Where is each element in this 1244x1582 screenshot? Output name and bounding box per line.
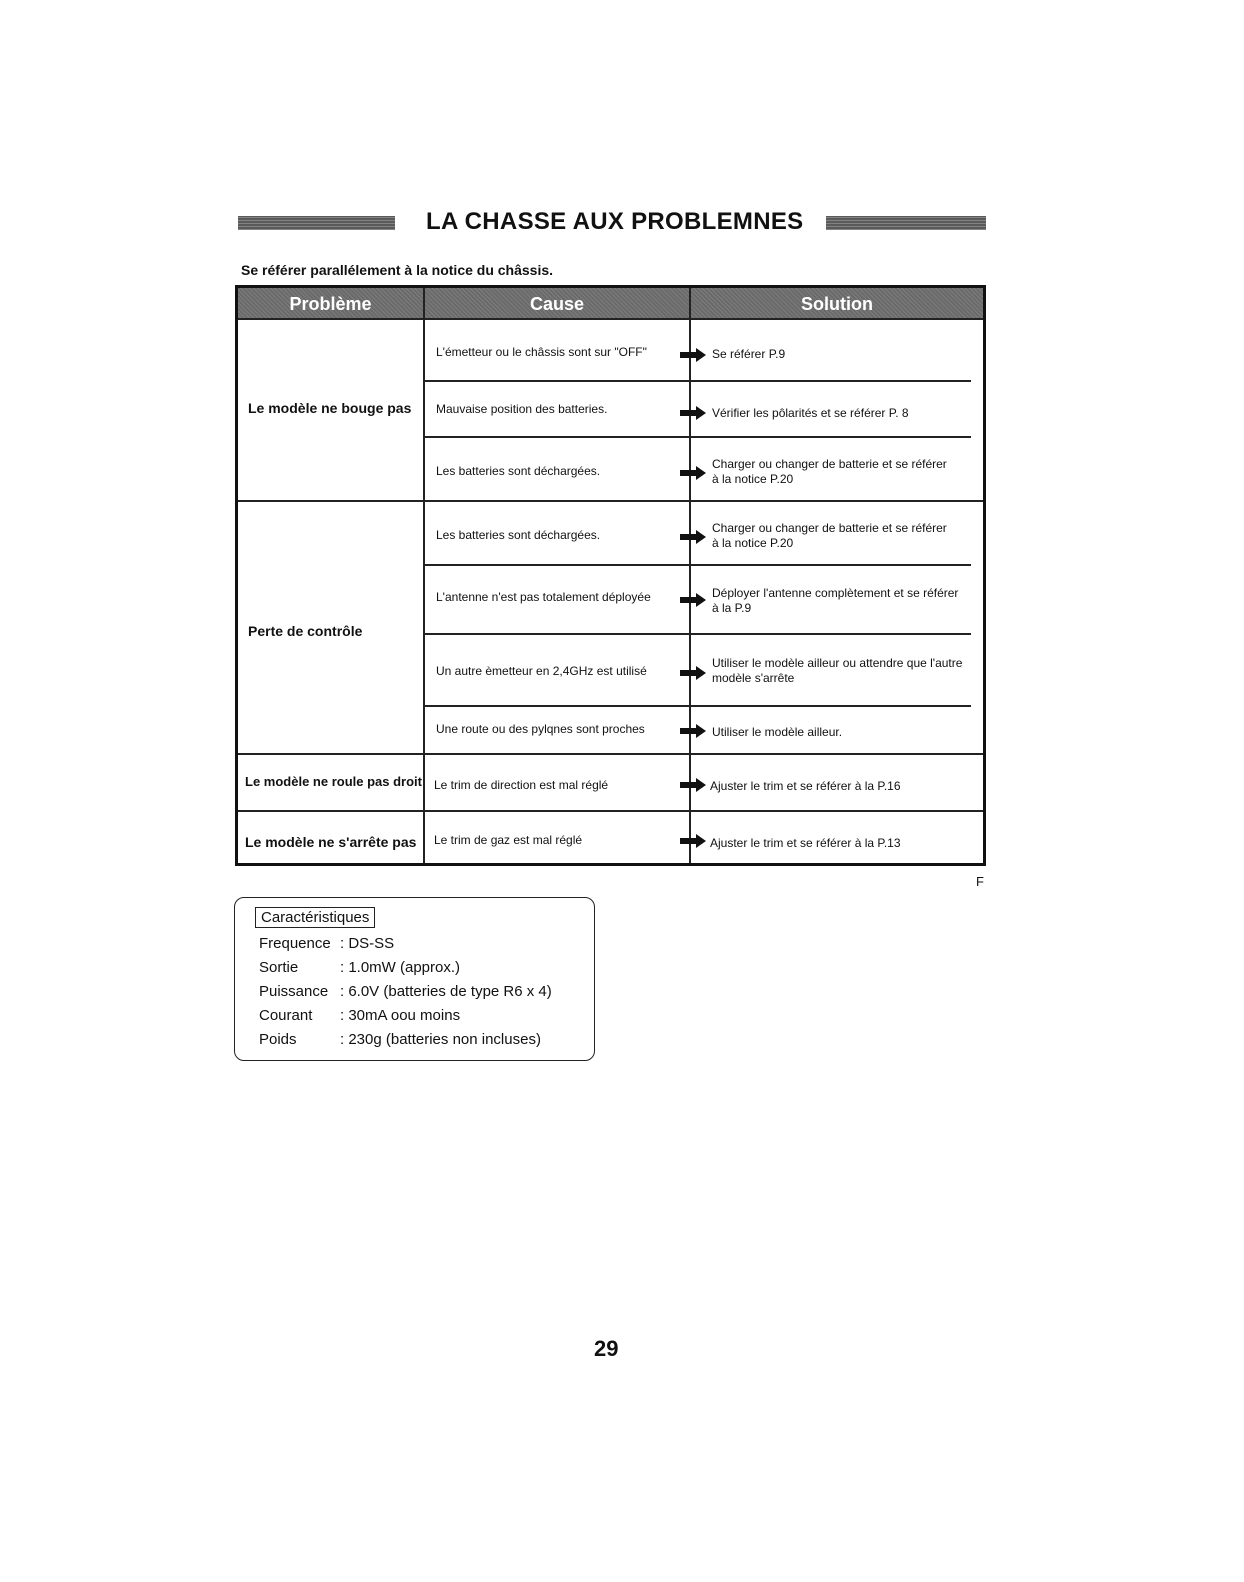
cause-text: Le trim de direction est mal réglé: [434, 778, 609, 792]
problem-label: Le modèle ne s'arrête pas: [245, 834, 417, 850]
problem-label: Le modèle ne roule pas droit: [245, 774, 422, 789]
specifications-title: Caractéristiques: [255, 907, 375, 928]
row-divider: [423, 564, 971, 566]
spec-value: : 1.0mW (approx.): [340, 959, 461, 976]
spec-value: : 6.0V (batteries de type R6 x 4): [340, 983, 552, 1000]
arrow-right-icon: [679, 593, 707, 607]
language-marker: F: [976, 874, 984, 889]
solution-text: Charger ou changer de batterie et se référer à la notice P.20: [712, 457, 947, 486]
arrow-right-icon: [679, 406, 707, 420]
row-divider: [423, 633, 971, 635]
spec-label: Puissance: [259, 983, 329, 1000]
row-divider: [423, 380, 971, 382]
arrow-right-icon: [679, 778, 707, 792]
title-bar-right: [826, 216, 986, 230]
spec-label: Courant: [259, 1007, 313, 1024]
header-probleme: Problème: [238, 288, 423, 320]
column-divider: [689, 288, 691, 863]
spec-row: [259, 959, 460, 976]
cause-text: Le trim de gaz est mal réglé: [434, 833, 583, 847]
row-divider: [238, 753, 983, 755]
solution-text: Se référer P.9: [712, 347, 786, 361]
spec-row: [259, 1007, 460, 1024]
page-title: LA CHASSE AUX PROBLEMNES: [426, 208, 804, 235]
arrow-right-icon: [679, 724, 707, 738]
cause-text: Un autre èmetteur en 2,4GHz est utilisé: [436, 664, 647, 678]
solution-text: Vérifier les pôlarités et se référer P. 8: [712, 406, 909, 420]
spec-row: [259, 983, 552, 1000]
row-divider: [238, 810, 983, 812]
solution-text: Charger ou changer de batterie et se référer à la notice P.20: [712, 521, 947, 550]
solution-text: Ajuster le trim et se référer à la P.13: [710, 836, 901, 850]
cause-text: L'antenne n'est pas totalement déployée: [436, 590, 651, 604]
spec-value: : 30mA oou moins: [340, 1007, 461, 1024]
cause-text: Mauvaise position des batteries.: [436, 402, 608, 416]
spec-row: [259, 935, 394, 952]
spec-label: Frequence: [259, 935, 331, 952]
title-bar-left: [238, 216, 395, 230]
spec-row: [259, 1031, 541, 1048]
cause-text: Une route ou des pylqnes sont proches: [436, 722, 645, 736]
row-divider: [423, 436, 971, 438]
problem-label: Le modèle ne bouge pas: [248, 400, 412, 416]
solution-text: Utiliser le modèle ailleur.: [712, 725, 843, 739]
spec-label: Sortie: [259, 959, 299, 976]
spec-value: : DS-SS: [340, 935, 395, 952]
row-divider: [423, 705, 971, 707]
spec-value: : 230g (batteries non incluses): [340, 1031, 541, 1048]
cause-text: L'émetteur ou le châssis sont sur "OFF": [436, 345, 647, 359]
solution-text: Déployer l'antenne complètement et se référer à la P.9: [712, 586, 959, 615]
arrow-right-icon: [679, 530, 707, 544]
arrow-right-icon: [679, 666, 707, 680]
column-divider: [423, 288, 425, 863]
arrow-right-icon: [679, 834, 707, 848]
spec-label: Poids: [259, 1031, 297, 1048]
cause-text: Les batteries sont déchargées.: [436, 464, 601, 478]
header-solution: Solution: [691, 288, 983, 320]
troubleshooting-table: [235, 285, 986, 866]
row-divider: [238, 318, 983, 320]
solution-text: Utiliser le modèle ailleur ou attendre que l'autre modèle s'arrête: [712, 656, 963, 685]
header-cause: Cause: [425, 288, 689, 320]
page-number: 29: [594, 1336, 619, 1361]
cause-text: Les batteries sont déchargées.: [436, 528, 601, 542]
solution-text: Ajuster le trim et se référer à la P.16: [710, 779, 901, 793]
row-divider: [238, 500, 983, 502]
subtitle: Se référer parallélement à la notice du châssis.: [241, 262, 554, 278]
arrow-right-icon: [679, 466, 707, 480]
problem-label: Perte de contrôle: [248, 623, 363, 639]
arrow-right-icon: [679, 348, 707, 362]
